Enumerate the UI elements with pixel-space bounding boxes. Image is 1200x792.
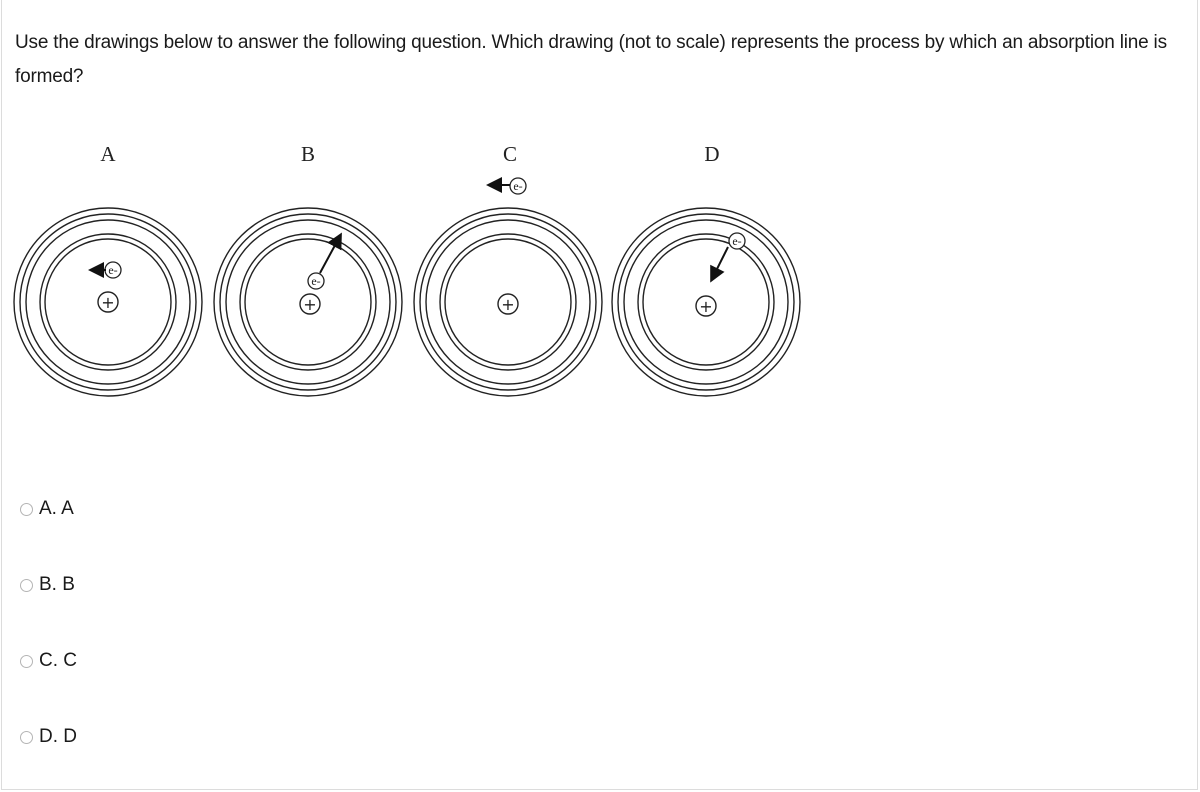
question-text: Use the drawings below to answer the following question. Which drawing (not to scale) represents the process by which an absorption line is formed? (15, 32, 1167, 87)
diagram-label-b: B (300, 142, 316, 166)
diagram-a (14, 142, 202, 396)
radio-button[interactable] (20, 503, 33, 516)
option-label: B. B (39, 574, 75, 595)
electron-label: e- (732, 234, 742, 248)
diagram-label-c: C (502, 142, 518, 166)
radio-button[interactable] (20, 731, 33, 744)
radio-button[interactable] (20, 655, 33, 668)
electron-arrow (712, 247, 728, 279)
nucleus-symbol: + (101, 293, 115, 312)
nucleus-symbol: + (699, 297, 713, 316)
option-label: D. D (39, 726, 77, 747)
diagram-c (414, 142, 602, 396)
diagram-b (214, 142, 402, 396)
diagram-label-a: A (100, 142, 116, 166)
electron-label: e- (513, 179, 523, 193)
electron-label: e- (311, 274, 321, 288)
diagram-label-d: D (704, 142, 720, 166)
electron-label: e- (108, 263, 118, 277)
electron-arrow (320, 236, 340, 273)
nucleus-symbol: + (501, 295, 515, 314)
option-label: A. A (39, 498, 74, 519)
option-c[interactable] (20, 648, 77, 674)
nucleus-symbol: + (303, 295, 317, 314)
radio-button[interactable] (20, 579, 33, 592)
option-d[interactable] (20, 724, 77, 750)
diagram-d (612, 142, 800, 396)
atom-diagrams-figure (0, 130, 820, 450)
option-b[interactable] (20, 572, 75, 598)
option-label: C. C (39, 650, 77, 671)
option-a[interactable] (20, 496, 74, 522)
